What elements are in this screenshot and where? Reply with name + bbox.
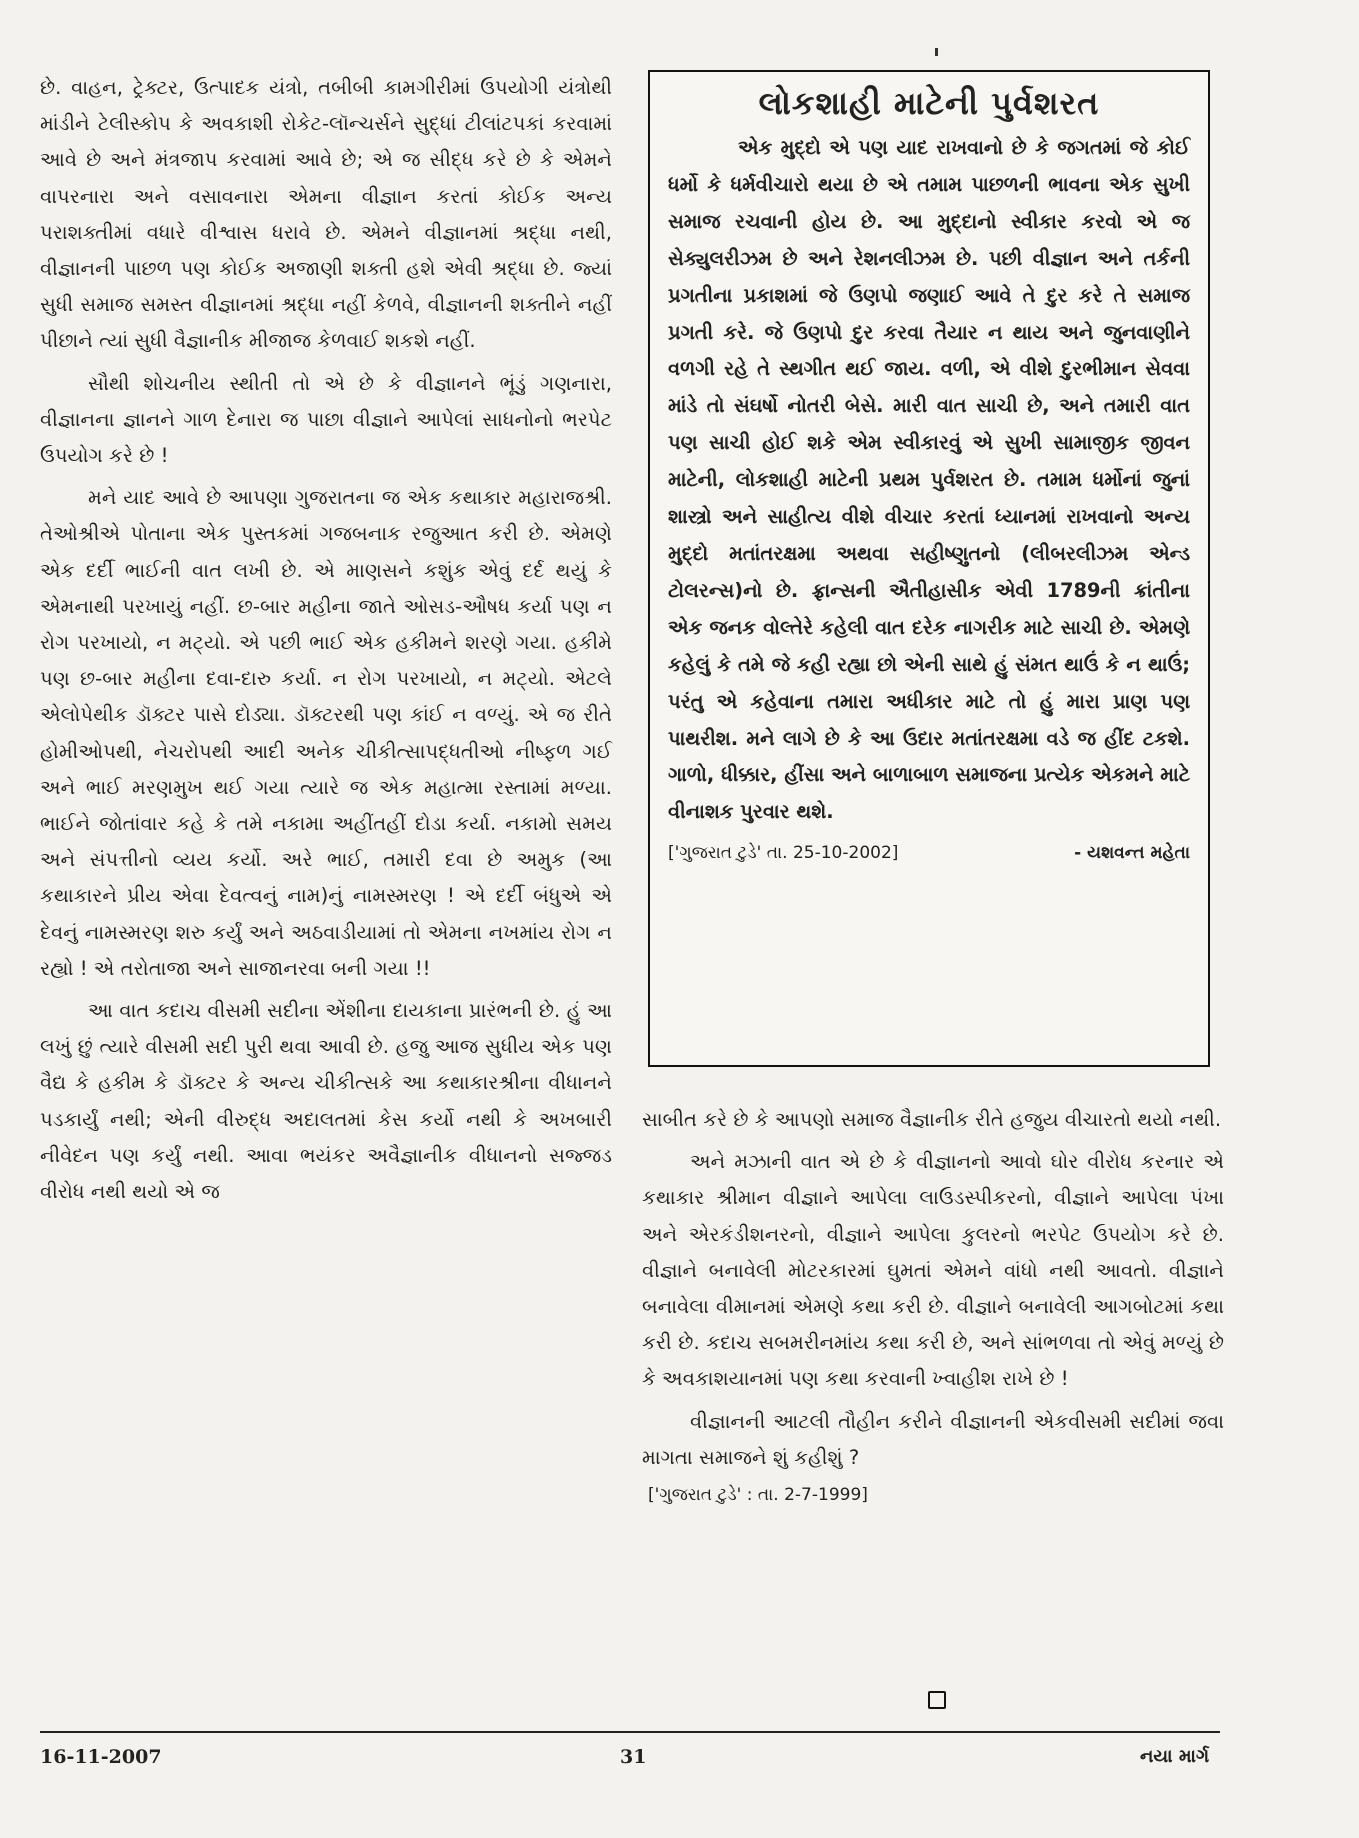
footer-rule [40, 1731, 1220, 1733]
right-column [642, 1102, 1224, 1510]
box-footer [668, 843, 1190, 863]
article-paragraph: અને મઝાની વાત એ છે કે વીજ્ઞાનનો આવો ઘોર વીરોધ કરનાર એ કથાકાર શ્રીમાન વીજ્ઞાને આપેલા લાઉડસ્પીકરનો, વીજ્ઞાને આપેલા પંખા અને એરકંડીશનરનો, વીજ્ઞાને આપેલા કુલરનો ભરપેટ ઉપયોગ કરે છે. વીજ્ઞાને બનાવેલી મોટરકારમાં ઘુમતાં એમને વાંધો નથી આવતો. વીજ્ઞાને બનાવેલા વીમાનમાં એમણે કથા કરી છે. વીજ્ઞાને બનાવેલી આગબોટમાં કથા કરી છે. કદાચ સબમરીનમાંય કથા કરી છે, અને સાંભળવા તો એવું મળ્યું છે કે અવકાશયાનમાં પણ કથા કરવાની ખ્વાહીશ રાખે છે ! [642, 1150, 1224, 1391]
article-paragraph: સૌથી શોચનીય સ્થીતી તો એ છે કે વીજ્ઞાનને ભૂંડું ગણનારા, વીજ્ઞાનના જ્ઞાનને ગાળ દેનારા જ પાછા વીજ્ઞાને આપેલાં સાધનોનો ભરપેટ ઉપયોગ કરે છે ! [40, 371, 612, 468]
box-title: લોકશાહી માટેની પુર્વશરત [758, 84, 1100, 122]
left-column [40, 70, 612, 1210]
footer-date: 16-11-2007 [40, 1746, 162, 1768]
end-of-article-mark-icon [928, 1691, 946, 1709]
sidebar-box [648, 70, 1210, 1067]
article-paragraph: મને યાદ આવે છે આપણા ગુજરાતના જ એક કથાકાર મહારાજશ્રી. તેઓશ્રીએ પોતાના એક પુસ્તકમાં ગજબનાક રજુઆત કરી છે. એમણે એક દર્દી ભાઈની વાત લખી છે. એ માણસને કશુંક એવું દર્દ થયું કે એમનાથી પરખાયું નહીં. છ-બાર મહીના જાતે ઓસડ-ઔષધ કર્યા પણ ન રોગ પરખાયો, ન મટ્યો. એ પછી ભાઈ એક હકીમને શરણે ગયા. હકીમે પણ છ-બાર મહીના દવા-દારુ કર્યા. ન રોગ પરખાયો, ન મટ્યો. એટલે એલોપેથીક ડૉક્ટર પાસે દોડ્યા. ડૉક્ટરથી પણ કાંઈ ન વળ્યું. એ જ રીતે હોમીઓપથી, નેચરોપથી આદી અનેક ચીકીત્સાપદ્ધતીઓ નીષ્ફળ ગઈ અને ભાઈ મરણમુખ થઈ ગયા ત્યારે જ એક મહાત્મા રસ્તામાં મળ્યા. ભાઈને જોતાંવાર કહે કે તમે નકામા અહીંતહીં દોડા કર્યા. નકામો સમય અને સંપત્તીનો વ્યય કર્યો. અરે ભાઈ, તમારી દવા છે અમુક (આ કથાકારને પ્રીય એવા દેવત્વનું નામ)નું નામસ્મરણ ! એ દર્દી બંધુએ એ દેવનું નામસ્મરણ શરુ કર્યું અને અઠવાડીયામાં તો એમના નખમાંય રોગ ન રહ્યો ! એ તરોતાજા અને સાજાનરવા બની ગયા !! [40, 486, 612, 980]
article-citation: ['ગુજરાત ટુડે' : તા. 2-7-1999] [648, 1485, 868, 1506]
article-paragraph: સાબીત કરે છે કે આપણો સમાજ વૈજ્ઞાનીક રીતે હજુય વીચારતો થયો નથી. [642, 1108, 1222, 1131]
page-number: 31 [620, 1746, 647, 1768]
article-paragraph: છે. વાહન, ટ્રેક્ટર, ઉત્પાદક યંત્રો, તબીબી કામગીરીમાં ઉપયોગી યંત્રોથી માંડીને ટેલીસ્કોપ કે અવકાશી રોકેટ-લૉન્ચર્સને સુદ્ધાં ટીલાંટપકાં કરવામાં આવે છે અને મંત્રજાપ કરવામાં આવે છે; એ જ સીદ્ધ કરે છે કે એમને વાપરનારા અને વસાવનારા એમના વીજ્ઞાન કરતાં કોઈક અન્ય પરાશક્તીમાં વધારે વીશ્વાસ ધરાવે છે. એમને વીજ્ઞાનમાં શ્રદ્ધા નથી, વીજ્ઞાનની પાછળ પણ કોઈક અજાણી શક્તી હશે એવી શ્રદ્ધા છે. જ્યાં સુધી સમાજ સમસ્ત વીજ્ઞાનમાં શ્રદ્ધા નહીં કેળવે, વીજ્ઞાનની શક્તીને નહીં પીછાને ત્યાં સુધી વૈજ્ઞાનીક મીજાજ કેળવાઈ શકશે નહીં. [40, 76, 612, 353]
publication-name: નયા માર્ગ [1140, 1746, 1210, 1767]
article-paragraph: આ વાત કદાચ વીસમી સદીના એંશીના દાયકાના પ્રારંભની છે. હું આ લખું છું ત્યારે વીસમી સદી પુરી થવા આવી છે. હજુ આજ સુધીય એક પણ વૈદ્ય કે હકીમ કે ડૉક્ટર કે અન્ય ચીકીત્સકે આ કથાકારશ્રીના વીધાનને પડકાર્યું નથી; એની વીરુદ્ધ અદાલતમાં કેસ કર્યો નથી કે અખબારી નીવેદન પણ કર્યું નથી. આવા ભયંકર અવૈજ્ઞાનીક વીધાનનો સજ્જડ વીરોધ નથી થયો એ જ [40, 999, 612, 1204]
article-paragraph: વીજ્ઞાનની આટલી તૌહીન કરીને વીજ્ઞાનની એકવીસમી સદીમાં જવા માગતા સમાજને શું કહીશું ? [642, 1409, 1224, 1469]
box-citation: ['ગુજરાત ટુડે' તા. 25-10-2002] [668, 843, 899, 864]
print-mark [935, 48, 938, 56]
box-body: એક મુદ્દો એ પણ યાદ રાખવાનો છે કે જગતમાં જે કોઈ ધર્મો કે ધર્મવીચારો થયા છે એ તમામ પાછળની ભાવના એક સુખી સમાજ રચવાની હોય છે. આ મુદ્દાનો સ્વીકાર કરવો એ જ સેક્યુલરીઝમ છે અને રેશનલીઝમ છે. પછી વીજ્ઞાન અને તર્કની પ્રગતીના પ્રકાશમાં જે ઉણપો જણાઈ આવે તે દુર કરે તે સમાજ પ્રગતી કરે. જે ઉણપો દુર કરવા તૈયાર ન થાય અને જુનવાણીને વળગી રહે તે સ્થગીત થઈ જાય. વળી, એ વીશે દુરભીમાન સેવવા માંડે તો સંઘર્ષો નોતરી બેસે. મારી વાત સાચી છે, અને તમારી વાત પણ સાચી હોઈ શકે એમ સ્વીકારવું એ સુખી સામાજીક જીવન માટેની, લોકશાહી માટેની પ્રથમ પુર્વશરત છે. તમામ ધર્મોનાં જુનાં શાસ્ત્રો અને સાહીત્ય વીશે વીચાર કરતાં ધ્યાનમાં રાખવાનો અન્ય મુદ્દો મતાંતરક્ષમા અથવા સહીષ્ણુતનો (લીબરલીઝમ એન્ડ ટોલરન્સ)નો છે. ફ્રાન્સની ઐતીહાસીક એવી 1789ની ક્રાંતીના એક જનક વોલ્તેરે કહેલી વાત દરેક નાગરીક માટે સાચી છે. એમણે કહેલું કે તમે જે કહી રહ્યા છો એની સાથે હું સંમત થાઉં કે ન થાઉં; પરંતુ એ કહેવાના તમારા અધીકાર માટે તો હું મારા પ્રાણ પણ પાથરીશ. મને લાગે છે કે આ ઉદાર મતાંતરક્ષમા વડે જ હીંદ ટકશે. ગાળો, ધીક્કાર, હીંસા અને બાળાબાળ સમાજના પ્રત્યેક એકમને માટે વીનાશક પુરવાર થશે. [668, 136, 1190, 824]
box-author: - યશવન્ત મહેતા [1074, 843, 1190, 864]
